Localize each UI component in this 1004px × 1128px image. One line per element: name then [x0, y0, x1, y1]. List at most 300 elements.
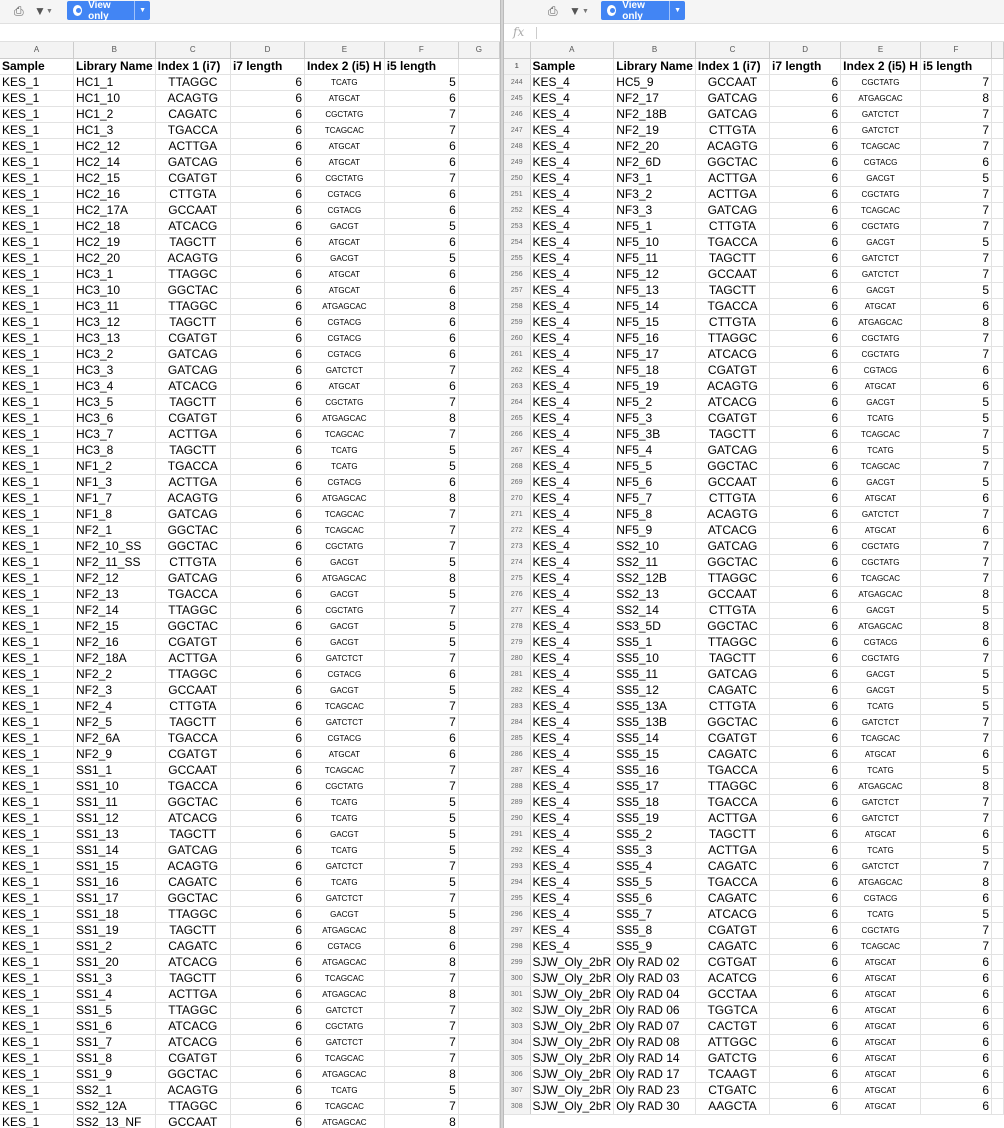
- empty-cell[interactable]: [992, 874, 1004, 890]
- cell-i7-length[interactable]: 6: [230, 154, 304, 170]
- cell-index1[interactable]: ACAGTG: [155, 1082, 230, 1098]
- cell-index1[interactable]: CAGATC: [695, 682, 769, 698]
- cell-index1[interactable]: TTAGGC: [155, 298, 230, 314]
- cell-i5-length[interactable]: 7: [920, 650, 991, 666]
- cell-library-name[interactable]: NF2_18B: [614, 106, 696, 122]
- empty-cell[interactable]: [992, 1082, 1004, 1098]
- cell-index1[interactable]: TAGCTT: [155, 826, 230, 842]
- cell-i5-length[interactable]: 6: [920, 490, 991, 506]
- cell-library-name[interactable]: NF5_8: [614, 506, 696, 522]
- cell-index1[interactable]: ACTTGA: [155, 426, 230, 442]
- cell-index2[interactable]: ATGCAT: [841, 826, 921, 842]
- cell-index1[interactable]: CGATGT: [695, 922, 769, 938]
- cell-i5-length[interactable]: 5: [384, 682, 458, 698]
- cell-index2[interactable]: ATGCAT: [305, 154, 385, 170]
- cell-sample[interactable]: KES_1: [0, 810, 73, 826]
- cell-i7-length[interactable]: 6: [230, 90, 304, 106]
- cell-index2[interactable]: GACGT: [841, 394, 921, 410]
- column-header[interactable]: B: [73, 42, 155, 58]
- cell-i5-length[interactable]: 7: [384, 538, 458, 554]
- cell-library-name[interactable]: SS5_4: [614, 858, 696, 874]
- cell-i7-length[interactable]: 6: [770, 234, 841, 250]
- cell-i7-length[interactable]: 6: [230, 570, 304, 586]
- cell-library-name[interactable]: SS5_10: [614, 650, 696, 666]
- cell-i5-length[interactable]: 5: [384, 810, 458, 826]
- cell-i7-length[interactable]: 6: [230, 378, 304, 394]
- cell-index2[interactable]: TCAGCAC: [841, 138, 921, 154]
- empty-cell[interactable]: [992, 506, 1004, 522]
- cell-sample[interactable]: KES_4: [530, 714, 614, 730]
- cell-sample[interactable]: KES_1: [0, 858, 73, 874]
- cell-index2[interactable]: GACGT: [841, 170, 921, 186]
- cell-i5-length[interactable]: 5: [920, 394, 991, 410]
- empty-cell[interactable]: [992, 538, 1004, 554]
- cell-i5-length[interactable]: 8: [384, 986, 458, 1002]
- cell-index2[interactable]: ATGCAT: [841, 1034, 921, 1050]
- cell-index2[interactable]: ATGAGCAC: [305, 954, 385, 970]
- printer-icon[interactable]: ⎙: [548, 3, 558, 18]
- cell-sample[interactable]: KES_1: [0, 186, 73, 202]
- cell-index1[interactable]: ATCACG: [155, 378, 230, 394]
- cell-i7-length[interactable]: 6: [230, 170, 304, 186]
- cell-i5-length[interactable]: 7: [920, 330, 991, 346]
- empty-cell[interactable]: [992, 954, 1004, 970]
- cell-index1[interactable]: GATCAG: [695, 538, 769, 554]
- cell-i5-length[interactable]: 8: [920, 314, 991, 330]
- cell-index1[interactable]: ATCACG: [155, 218, 230, 234]
- filter-icon[interactable]: ▼: [34, 4, 46, 18]
- cell-index2[interactable]: GATCTCT: [841, 250, 921, 266]
- empty-cell[interactable]: [458, 746, 499, 762]
- cell-index1[interactable]: ACAGTG: [695, 506, 769, 522]
- cell-sample[interactable]: KES_4: [530, 666, 614, 682]
- cell-index1[interactable]: CTTGTA: [155, 698, 230, 714]
- row-number[interactable]: 247: [504, 122, 530, 138]
- cell-library-name[interactable]: Oly RAD 06: [614, 1002, 696, 1018]
- cell-index1[interactable]: TAGCTT: [155, 394, 230, 410]
- cell-index2[interactable]: ATGCAT: [841, 986, 921, 1002]
- cell-sample[interactable]: KES_1: [0, 122, 73, 138]
- cell-library-name[interactable]: NF5_5: [614, 458, 696, 474]
- cell-i5-length[interactable]: 5: [920, 442, 991, 458]
- cell-library-name[interactable]: SS1_12: [73, 810, 155, 826]
- cell-i5-length[interactable]: 7: [920, 506, 991, 522]
- cell-index1[interactable]: ATCACG: [695, 346, 769, 362]
- cell-i5-length[interactable]: 7: [384, 714, 458, 730]
- cell-library-name[interactable]: HC3_12: [73, 314, 155, 330]
- cell-index1[interactable]: GGCTAC: [155, 522, 230, 538]
- row-number[interactable]: 303: [504, 1018, 530, 1034]
- cell-index1[interactable]: ATCACG: [695, 394, 769, 410]
- cell-index2[interactable]: GACGT: [305, 906, 385, 922]
- cell-library-name[interactable]: NF2_1: [73, 522, 155, 538]
- cell-library-name[interactable]: NF1_7: [73, 490, 155, 506]
- cell-i5-length[interactable]: 7: [384, 506, 458, 522]
- cell-i7-length[interactable]: 6: [230, 346, 304, 362]
- row-number[interactable]: 294: [504, 874, 530, 890]
- cell-i5-length[interactable]: 7: [920, 794, 991, 810]
- empty-cell[interactable]: [458, 58, 499, 74]
- cell-sample[interactable]: KES_4: [530, 570, 614, 586]
- cell-i7-length[interactable]: 6: [230, 698, 304, 714]
- cell-index2[interactable]: ATGAGCAC: [841, 874, 921, 890]
- cell-index1[interactable]: CAGATC: [155, 874, 230, 890]
- cell-i7-length[interactable]: 6: [230, 618, 304, 634]
- cell-i5-length[interactable]: 7: [920, 74, 991, 90]
- cell-index2[interactable]: ATGCAT: [305, 378, 385, 394]
- cell-index2[interactable]: GATCTCT: [841, 794, 921, 810]
- row-number[interactable]: 253: [504, 218, 530, 234]
- cell-sample[interactable]: KES_1: [0, 74, 73, 90]
- cell-index2[interactable]: TCATG: [305, 842, 385, 858]
- cell-i7-length[interactable]: 6: [770, 858, 841, 874]
- empty-cell[interactable]: [992, 698, 1004, 714]
- cell-index2[interactable]: CGTACG: [305, 330, 385, 346]
- empty-cell[interactable]: [992, 634, 1004, 650]
- cell-i5-length[interactable]: 7: [384, 106, 458, 122]
- cell-i7-length[interactable]: 6: [770, 362, 841, 378]
- cell-i7-length[interactable]: 6: [770, 1050, 841, 1066]
- cell-library-name[interactable]: SS5_2: [614, 826, 696, 842]
- cell-index2[interactable]: TCAGCAC: [841, 938, 921, 954]
- cell-sample[interactable]: KES_4: [530, 266, 614, 282]
- cell-i5-length[interactable]: 5: [384, 554, 458, 570]
- empty-cell[interactable]: [992, 746, 1004, 762]
- cell-i5-length[interactable]: 7: [920, 858, 991, 874]
- cell-i7-length[interactable]: 6: [770, 346, 841, 362]
- empty-cell[interactable]: [992, 858, 1004, 874]
- row-number[interactable]: 258: [504, 298, 530, 314]
- cell-i5-length[interactable]: 5: [920, 234, 991, 250]
- cell-i5-length[interactable]: 8: [920, 618, 991, 634]
- cell-sample[interactable]: KES_1: [0, 794, 73, 810]
- cell-i7-length[interactable]: 6: [230, 810, 304, 826]
- cell-i5-length[interactable]: 6: [384, 282, 458, 298]
- empty-cell[interactable]: [458, 1050, 499, 1066]
- cell-sample[interactable]: KES_4: [530, 410, 614, 426]
- cell-i7-length[interactable]: 6: [770, 778, 841, 794]
- cell-index2[interactable]: ATGAGCAC: [305, 1066, 385, 1082]
- empty-cell[interactable]: [992, 810, 1004, 826]
- cell-index2[interactable]: TCATG: [305, 442, 385, 458]
- cell-i7-length[interactable]: 6: [770, 938, 841, 954]
- cell-i7-length[interactable]: 6: [230, 554, 304, 570]
- empty-cell[interactable]: [992, 682, 1004, 698]
- row-number[interactable]: 282: [504, 682, 530, 698]
- cell-i7-length[interactable]: 6: [230, 650, 304, 666]
- row-number[interactable]: 271: [504, 506, 530, 522]
- cell-i7-length[interactable]: 6: [770, 794, 841, 810]
- cell-library-name[interactable]: SS5_6: [614, 890, 696, 906]
- cell-library-name[interactable]: NF5_16: [614, 330, 696, 346]
- cell-i7-length[interactable]: 6: [230, 202, 304, 218]
- cell-index2[interactable]: CGCTATG: [305, 1018, 385, 1034]
- header-i7-length[interactable]: i7 length: [770, 58, 841, 74]
- row-number[interactable]: 295: [504, 890, 530, 906]
- cell-index2[interactable]: ATGCAT: [841, 1002, 921, 1018]
- cell-i5-length[interactable]: 7: [920, 810, 991, 826]
- cell-index2[interactable]: CGTACG: [841, 362, 921, 378]
- empty-cell[interactable]: [458, 810, 499, 826]
- cell-index1[interactable]: TAGCTT: [695, 826, 769, 842]
- empty-cell[interactable]: [458, 186, 499, 202]
- cell-sample[interactable]: SJW_Oly_2bR: [530, 1034, 614, 1050]
- cell-sample[interactable]: KES_4: [530, 746, 614, 762]
- cell-library-name[interactable]: Oly RAD 17: [614, 1066, 696, 1082]
- cell-index1[interactable]: ACAGTG: [155, 90, 230, 106]
- cell-i5-length[interactable]: 5: [384, 218, 458, 234]
- cell-library-name[interactable]: NF2_2: [73, 666, 155, 682]
- cell-library-name[interactable]: Oly RAD 30: [614, 1098, 696, 1114]
- header-i7-length[interactable]: i7 length: [230, 58, 304, 74]
- cell-sample[interactable]: SJW_Oly_2bR: [530, 1098, 614, 1114]
- cell-i5-length[interactable]: 6: [920, 954, 991, 970]
- cell-index2[interactable]: CGCTATG: [305, 106, 385, 122]
- cell-i5-length[interactable]: 7: [384, 362, 458, 378]
- row-number[interactable]: 261: [504, 346, 530, 362]
- cell-i5-length[interactable]: 7: [384, 1098, 458, 1114]
- cell-i5-length[interactable]: 7: [384, 1018, 458, 1034]
- cell-index1[interactable]: ATCACG: [695, 522, 769, 538]
- cell-i7-length[interactable]: 6: [770, 650, 841, 666]
- cell-index2[interactable]: GACGT: [305, 826, 385, 842]
- cell-i5-length[interactable]: 6: [384, 90, 458, 106]
- empty-cell[interactable]: [992, 714, 1004, 730]
- cell-i5-length[interactable]: 6: [384, 186, 458, 202]
- cell-i5-length[interactable]: 7: [920, 458, 991, 474]
- cell-sample[interactable]: KES_1: [0, 506, 73, 522]
- cell-library-name[interactable]: NF2_12: [73, 570, 155, 586]
- row-number[interactable]: 277: [504, 602, 530, 618]
- cell-index2[interactable]: ATGCAT: [841, 522, 921, 538]
- cell-sample[interactable]: KES_1: [0, 298, 73, 314]
- empty-cell[interactable]: [458, 442, 499, 458]
- row-number[interactable]: 300: [504, 970, 530, 986]
- cell-index2[interactable]: ATGAGCAC: [305, 986, 385, 1002]
- cell-i7-length[interactable]: 6: [770, 202, 841, 218]
- cell-i7-length[interactable]: 6: [770, 922, 841, 938]
- cell-library-name[interactable]: Oly RAD 03: [614, 970, 696, 986]
- cell-sample[interactable]: KES_1: [0, 986, 73, 1002]
- cell-i7-length[interactable]: 6: [770, 682, 841, 698]
- cell-index1[interactable]: CTGATC: [695, 1082, 769, 1098]
- cell-index1[interactable]: TAGCTT: [695, 650, 769, 666]
- cell-i7-length[interactable]: 6: [230, 746, 304, 762]
- row-number[interactable]: 275: [504, 570, 530, 586]
- cell-index1[interactable]: ACAGTG: [695, 378, 769, 394]
- cell-i5-length[interactable]: 6: [384, 202, 458, 218]
- cell-library-name[interactable]: HC2_20: [73, 250, 155, 266]
- row-number[interactable]: 302: [504, 1002, 530, 1018]
- cell-library-name[interactable]: SS2_1: [73, 1082, 155, 1098]
- cell-sample[interactable]: KES_1: [0, 682, 73, 698]
- cell-sample[interactable]: KES_4: [530, 778, 614, 794]
- cell-library-name[interactable]: HC2_18: [73, 218, 155, 234]
- empty-cell[interactable]: [992, 378, 1004, 394]
- cell-i7-length[interactable]: 6: [230, 954, 304, 970]
- cell-index2[interactable]: ATGCAT: [305, 138, 385, 154]
- cell-i5-length[interactable]: 5: [920, 762, 991, 778]
- cell-i5-length[interactable]: 7: [920, 138, 991, 154]
- cell-index1[interactable]: CAGATC: [695, 938, 769, 954]
- empty-cell[interactable]: [458, 554, 499, 570]
- cell-library-name[interactable]: HC3_5: [73, 394, 155, 410]
- cell-index2[interactable]: TCAGCAC: [305, 506, 385, 522]
- cell-i7-length[interactable]: 6: [230, 586, 304, 602]
- cell-index2[interactable]: TCAGCAC: [305, 122, 385, 138]
- cell-sample[interactable]: SJW_Oly_2bR: [530, 970, 614, 986]
- cell-sample[interactable]: KES_4: [530, 218, 614, 234]
- row-number[interactable]: 297: [504, 922, 530, 938]
- cell-index1[interactable]: ATCACG: [155, 954, 230, 970]
- empty-cell[interactable]: [458, 970, 499, 986]
- cell-sample[interactable]: KES_1: [0, 362, 73, 378]
- empty-cell[interactable]: [458, 426, 499, 442]
- cell-library-name[interactable]: HC1_3: [73, 122, 155, 138]
- cell-i5-length[interactable]: 5: [384, 826, 458, 842]
- cell-sample[interactable]: KES_1: [0, 778, 73, 794]
- cell-i7-length[interactable]: 6: [770, 378, 841, 394]
- empty-cell[interactable]: [458, 762, 499, 778]
- row-number[interactable]: 266: [504, 426, 530, 442]
- empty-cell[interactable]: [458, 138, 499, 154]
- row-number[interactable]: 283: [504, 698, 530, 714]
- cell-index2[interactable]: GATCTCT: [305, 714, 385, 730]
- cell-sample[interactable]: KES_1: [0, 602, 73, 618]
- cell-library-name[interactable]: NF5_4: [614, 442, 696, 458]
- cell-index2[interactable]: CGCTATG: [841, 538, 921, 554]
- cell-sample[interactable]: KES_4: [530, 90, 614, 106]
- cell-sample[interactable]: KES_1: [0, 634, 73, 650]
- cell-index1[interactable]: GCCAAT: [155, 682, 230, 698]
- cell-index1[interactable]: GATCAG: [695, 202, 769, 218]
- cell-i7-length[interactable]: 6: [770, 394, 841, 410]
- cell-library-name[interactable]: NF5_2: [614, 394, 696, 410]
- cell-library-name[interactable]: SS5_13B: [614, 714, 696, 730]
- cell-library-name[interactable]: HC3_4: [73, 378, 155, 394]
- cell-index1[interactable]: TTAGGC: [695, 570, 769, 586]
- cell-i7-length[interactable]: 6: [230, 458, 304, 474]
- cell-i5-length[interactable]: 5: [384, 250, 458, 266]
- empty-cell[interactable]: [458, 346, 499, 362]
- cell-i7-length[interactable]: 6: [230, 234, 304, 250]
- cell-index2[interactable]: GATCTCT: [305, 890, 385, 906]
- empty-cell[interactable]: [458, 602, 499, 618]
- cell-sample[interactable]: KES_4: [530, 938, 614, 954]
- cell-index2[interactable]: GATCTCT: [305, 858, 385, 874]
- cell-index2[interactable]: TCAGCAC: [841, 458, 921, 474]
- cell-library-name[interactable]: SS3_5D: [614, 618, 696, 634]
- row-number[interactable]: 254: [504, 234, 530, 250]
- cell-index2[interactable]: CGCTATG: [305, 394, 385, 410]
- cell-i5-length[interactable]: 6: [920, 1018, 991, 1034]
- cell-i7-length[interactable]: 6: [230, 362, 304, 378]
- cell-sample[interactable]: KES_4: [530, 858, 614, 874]
- cell-library-name[interactable]: NF5_12: [614, 266, 696, 282]
- cell-index1[interactable]: GATCAG: [155, 346, 230, 362]
- cell-index2[interactable]: ATGCAT: [841, 746, 921, 762]
- cell-sample[interactable]: KES_4: [530, 554, 614, 570]
- cell-sample[interactable]: KES_4: [530, 186, 614, 202]
- cell-i5-length[interactable]: 6: [920, 890, 991, 906]
- cell-i7-length[interactable]: 6: [230, 906, 304, 922]
- cell-i5-length[interactable]: 5: [920, 474, 991, 490]
- cell-index1[interactable]: TTAGGC: [155, 602, 230, 618]
- cell-i5-length[interactable]: 7: [384, 1002, 458, 1018]
- cell-sample[interactable]: KES_1: [0, 1018, 73, 1034]
- row-number[interactable]: 250: [504, 170, 530, 186]
- empty-cell[interactable]: [992, 426, 1004, 442]
- cell-sample[interactable]: KES_4: [530, 170, 614, 186]
- row-number[interactable]: 255: [504, 250, 530, 266]
- cell-library-name[interactable]: SS2_12B: [614, 570, 696, 586]
- formula-bar[interactable]: [0, 24, 500, 42]
- cell-library-name[interactable]: SS1_14: [73, 842, 155, 858]
- cell-index1[interactable]: CTTGTA: [695, 698, 769, 714]
- cell-i5-length[interactable]: 8: [384, 954, 458, 970]
- cell-library-name[interactable]: NF3_1: [614, 170, 696, 186]
- cell-index2[interactable]: CGCTATG: [305, 170, 385, 186]
- cell-index2[interactable]: CGTACG: [841, 634, 921, 650]
- cell-index2[interactable]: CGTACG: [305, 730, 385, 746]
- cell-library-name[interactable]: NF5_9: [614, 522, 696, 538]
- empty-cell[interactable]: [458, 634, 499, 650]
- cell-sample[interactable]: KES_1: [0, 714, 73, 730]
- cell-i7-length[interactable]: 6: [770, 890, 841, 906]
- cell-sample[interactable]: KES_1: [0, 586, 73, 602]
- cell-i7-length[interactable]: 6: [770, 458, 841, 474]
- row-number[interactable]: 264: [504, 394, 530, 410]
- cell-sample[interactable]: SJW_Oly_2bR: [530, 1018, 614, 1034]
- cell-i7-length[interactable]: 6: [770, 1066, 841, 1082]
- cell-index1[interactable]: CAGATC: [155, 106, 230, 122]
- empty-cell[interactable]: [458, 298, 499, 314]
- cell-i7-length[interactable]: 6: [770, 618, 841, 634]
- cell-library-name[interactable]: SS5_19: [614, 810, 696, 826]
- cell-library-name[interactable]: NF5_10: [614, 234, 696, 250]
- cell-i5-length[interactable]: 8: [920, 874, 991, 890]
- cell-i5-length[interactable]: 7: [920, 266, 991, 282]
- cell-index2[interactable]: TCAGCAC: [841, 570, 921, 586]
- cell-index2[interactable]: GACGT: [305, 250, 385, 266]
- cell-index1[interactable]: GATCAG: [155, 570, 230, 586]
- header-i5-length[interactable]: i5 length: [384, 58, 458, 74]
- cell-sample[interactable]: KES_1: [0, 1002, 73, 1018]
- cell-library-name[interactable]: HC3_8: [73, 442, 155, 458]
- cell-i5-length[interactable]: 7: [920, 730, 991, 746]
- cell-library-name[interactable]: NF1_8: [73, 506, 155, 522]
- empty-cell[interactable]: [458, 122, 499, 138]
- cell-index2[interactable]: TCAGCAC: [305, 1098, 385, 1114]
- cell-index1[interactable]: TAGCTT: [155, 714, 230, 730]
- empty-cell[interactable]: [458, 90, 499, 106]
- cell-library-name[interactable]: SS5_17: [614, 778, 696, 794]
- cell-index2[interactable]: CGCTATG: [305, 602, 385, 618]
- cell-index2[interactable]: GATCTCT: [305, 650, 385, 666]
- cell-index1[interactable]: ATCACG: [155, 1018, 230, 1034]
- row-number[interactable]: 263: [504, 378, 530, 394]
- cell-i5-length[interactable]: 6: [384, 730, 458, 746]
- cell-library-name[interactable]: SS5_13A: [614, 698, 696, 714]
- cell-index2[interactable]: ATGCAT: [841, 1050, 921, 1066]
- empty-cell[interactable]: [458, 698, 499, 714]
- cell-sample[interactable]: KES_1: [0, 330, 73, 346]
- cell-index1[interactable]: GGCTAC: [695, 458, 769, 474]
- empty-cell[interactable]: [992, 602, 1004, 618]
- empty-cell[interactable]: [458, 330, 499, 346]
- cell-index2[interactable]: TCATG: [305, 74, 385, 90]
- cell-index2[interactable]: GATCTCT: [841, 714, 921, 730]
